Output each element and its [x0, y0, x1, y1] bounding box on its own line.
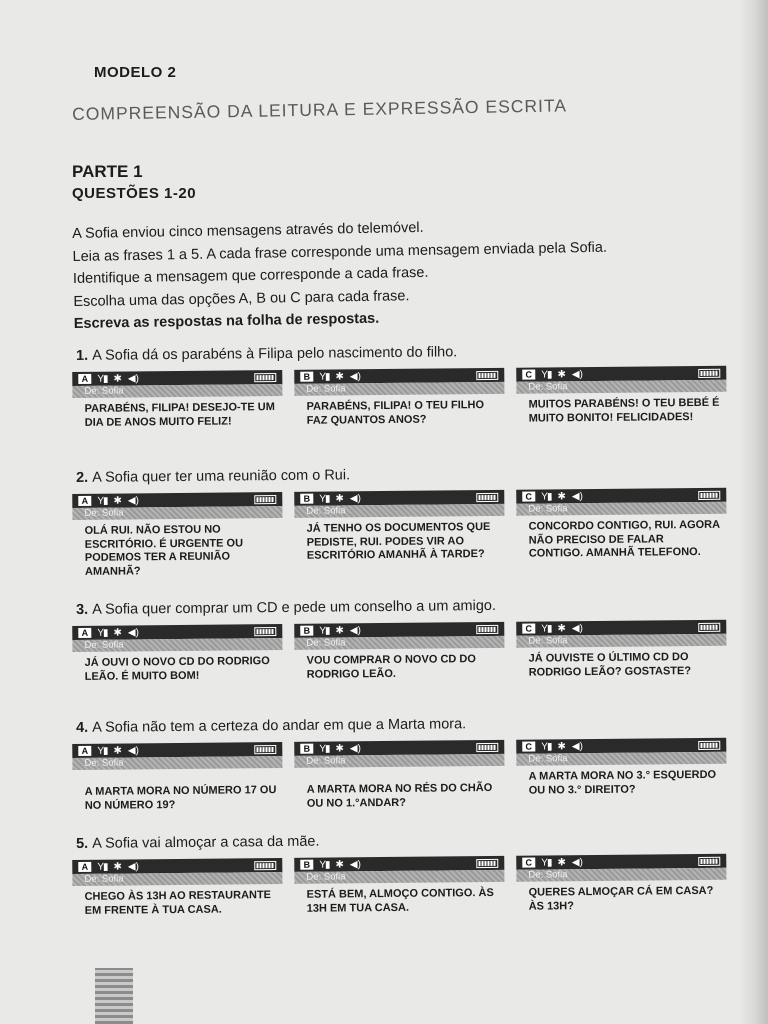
speaker-icon: ◀) — [349, 858, 361, 870]
sender-label: De: Sofia — [294, 636, 504, 650]
question-number: 1. — [75, 347, 89, 364]
question-number: 3. — [75, 601, 89, 618]
sender-label: De: Sofia — [516, 502, 726, 516]
option-a[interactable] — [72, 858, 283, 918]
question-5 — [72, 830, 743, 918]
signal-icon: Y▮ — [319, 493, 330, 505]
question-text: A Sofia dá os parabéns à Filipa pelo nascimento do filho. — [92, 344, 458, 364]
battery-icon — [476, 858, 498, 867]
battery-icon — [476, 492, 498, 501]
bluetooth-icon: ✱ — [335, 370, 344, 382]
option-b[interactable] — [294, 490, 505, 577]
sms-message: QUERES ALMOÇAR CÁ EM CASA? ÀS 13H? — [528, 884, 714, 913]
option-letter: C — [522, 742, 535, 752]
sms-message: OLÁ RUI. NÃO ESTOU NO ESCRITÓRIO. É URGENTE OU PODEMOS TER A REUNIÃO AMANHÃ? — [84, 523, 244, 578]
bluetooth-icon: ✱ — [335, 624, 344, 636]
signal-icon: Y▮ — [97, 627, 108, 639]
option-b[interactable] — [294, 368, 505, 428]
option-c[interactable] — [516, 488, 727, 575]
sender-label: De: Sofia — [516, 752, 726, 766]
questions-range: QUESTÕES 1-20 — [72, 185, 197, 202]
sender-label: De: Sofia — [294, 504, 504, 518]
option-a[interactable] — [72, 492, 283, 579]
signal-icon: Y▮ — [541, 622, 552, 634]
options-row — [72, 620, 743, 684]
battery-icon — [698, 490, 720, 499]
signal-icon: Y▮ — [541, 856, 552, 868]
sender-label: De: Sofia — [72, 384, 282, 398]
instructions — [72, 211, 764, 336]
signal-icon: Y▮ — [541, 368, 552, 380]
sender-label: De: Sofia — [294, 382, 504, 396]
option-c[interactable] — [516, 366, 727, 426]
speaker-icon: ◀) — [571, 368, 583, 380]
bluetooth-icon: ✱ — [113, 861, 122, 873]
option-letter: C — [522, 624, 535, 634]
battery-icon — [698, 368, 720, 377]
sms-message: VOU COMPRAR O NOVO CD DO RODRIGO LEÃO. — [306, 653, 476, 681]
instruction-line: Escolha uma das opções A, B ou C para cada frase. — [73, 287, 410, 310]
signal-icon: Y▮ — [97, 861, 108, 873]
speaker-icon: ◀) — [127, 626, 139, 638]
battery-icon — [698, 622, 720, 631]
signal-icon: Y▮ — [319, 371, 330, 383]
bluetooth-icon: ✱ — [113, 745, 122, 757]
battery-icon — [476, 624, 498, 633]
question-text: A Sofia quer ter uma reunião com o Rui. — [92, 467, 351, 486]
speaker-icon: ◀) — [571, 622, 583, 634]
option-letter: B — [300, 494, 313, 504]
question-title — [76, 596, 742, 622]
option-letter: A — [78, 628, 91, 638]
speaker-icon: ◀) — [127, 744, 139, 756]
sms-message: A MARTA MORA NO NÚMERO 17 OU NO NÚMERO 19? — [84, 784, 277, 812]
option-letter: B — [300, 860, 313, 870]
battery-icon — [254, 745, 276, 754]
bluetooth-icon: ✱ — [557, 490, 566, 502]
section-title: COMPREENSÃO DA LEITURA E EXPRESSÃO ESCRITA — [72, 95, 568, 124]
options-row — [72, 854, 743, 918]
option-a[interactable] — [72, 742, 283, 813]
question-4 — [72, 714, 743, 813]
question-1 — [72, 342, 743, 430]
option-c[interactable] — [516, 854, 727, 914]
options-row — [72, 738, 743, 813]
sender-label: De: Sofia — [72, 756, 282, 770]
sms-message: PARABÉNS, FILIPA! O TEU FILHO FAZ QUANTOS ANOS? — [306, 399, 485, 427]
speaker-icon: ◀) — [571, 490, 583, 502]
sender-label: De: Sofia — [72, 506, 282, 520]
bluetooth-icon: ✱ — [335, 858, 344, 870]
signal-icon: Y▮ — [319, 625, 330, 637]
bluetooth-icon: ✱ — [557, 740, 566, 752]
bluetooth-icon: ✱ — [335, 492, 344, 504]
question-title — [76, 714, 742, 740]
question-title — [76, 830, 742, 856]
option-c[interactable] — [516, 620, 727, 680]
signal-icon: Y▮ — [97, 745, 108, 757]
speaker-icon: ◀) — [349, 742, 361, 754]
option-b[interactable] — [294, 622, 505, 682]
battery-icon — [698, 856, 720, 865]
option-letter: B — [300, 626, 313, 636]
signal-icon: Y▮ — [319, 859, 330, 871]
signal-icon: Y▮ — [319, 743, 330, 755]
part-title: PARTE 1 — [72, 162, 143, 181]
option-letter: A — [78, 496, 91, 506]
sms-message: JÁ OUVISTE O ÚLTIMO CD DO RODRIGO LEÃO? GOSTASTE? — [528, 651, 692, 679]
sms-message: A MARTA MORA NO 3.° ESQUERDO OU NO 3.° DIREITO? — [528, 768, 717, 797]
sms-message: A MARTA MORA NO RÉS DO CHÃO OU NO 1.°ANDAR? — [306, 781, 493, 810]
sms-message: JÁ OUVI O NOVO CD DO RODRIGO LEÃO. É MUITO BOM! — [84, 655, 270, 683]
speaker-icon: ◀) — [127, 372, 139, 384]
battery-icon — [698, 740, 720, 749]
signal-icon: Y▮ — [97, 373, 108, 385]
sms-message: CHEGO ÀS 13H AO RESTAURANTE EM FRENTE À TUA CASA. — [84, 889, 272, 917]
bluetooth-icon: ✱ — [335, 742, 344, 754]
sms-message: CONCORDO CONTIGO, RUI. AGORA NÃO PRECISO DE FALAR CONTIGO. AMANHÃ TELEFONO. — [528, 518, 720, 560]
speaker-icon: ◀) — [349, 492, 361, 504]
bluetooth-icon: ✱ — [557, 622, 566, 634]
option-letter: A — [78, 746, 91, 756]
instruction-line-bold: Escreva as respostas na folha de respostas. — [73, 310, 380, 332]
option-letter: A — [78, 374, 91, 384]
speaker-icon: ◀) — [349, 624, 361, 636]
speaker-icon: ◀) — [127, 860, 139, 872]
question-title — [76, 464, 742, 490]
bluetooth-icon: ✱ — [113, 373, 122, 385]
speaker-icon: ◀) — [571, 856, 583, 868]
options-row — [72, 366, 743, 430]
option-letter: A — [78, 862, 91, 872]
option-letter: C — [522, 370, 535, 380]
sms-message: MUITOS PARABÉNS! O TEU BEBÉ É MUITO BONITO! FELICIDADES! — [528, 396, 720, 425]
option-a[interactable] — [72, 624, 283, 684]
model-label: MODELO 2 — [94, 64, 177, 81]
question-number: 4. — [75, 719, 89, 736]
option-b[interactable] — [294, 740, 505, 811]
battery-icon — [254, 627, 276, 636]
signal-icon: Y▮ — [541, 490, 552, 502]
speaker-icon: ◀) — [349, 370, 361, 382]
options-row — [72, 488, 743, 579]
sms-message: PARABÉNS, FILIPA! DESEJO-TE UM DIA DE ANOS MUITO FELIZ! — [84, 401, 275, 429]
signal-icon: Y▮ — [97, 495, 108, 507]
question-number: 2. — [75, 469, 89, 486]
question-text: A Sofia vai almoçar a casa da mãe. — [92, 833, 320, 852]
option-c[interactable] — [516, 738, 727, 809]
option-letter: B — [300, 372, 313, 382]
instruction-line: Identifique a mensagem que corresponde a cada frase. — [72, 264, 429, 287]
sender-label: De: Sofia — [516, 380, 726, 394]
sender-label: De: Sofia — [72, 638, 282, 652]
option-letter: B — [300, 744, 313, 754]
bluetooth-icon: ✱ — [557, 856, 566, 868]
instruction-line: Leia as frases 1 a 5. A cada frase corresponde uma mensagem enviada pela Sofia. — [72, 239, 608, 265]
bluetooth-icon: ✱ — [113, 627, 122, 639]
battery-icon — [254, 373, 276, 382]
question-text: A Sofia quer comprar um CD e pede um conselho a um amigo. — [92, 597, 497, 618]
page-fold-shadow — [738, 0, 768, 1024]
sender-label: De: Sofia — [72, 872, 282, 886]
instruction-line: A Sofia enviou cinco mensagens através do telemóvel. — [72, 219, 424, 242]
option-b[interactable] — [294, 856, 505, 916]
speaker-icon: ◀) — [127, 494, 139, 506]
battery-icon — [254, 495, 276, 504]
bluetooth-icon: ✱ — [113, 495, 122, 507]
battery-icon — [476, 370, 498, 379]
option-letter: C — [522, 492, 535, 502]
battery-icon — [254, 861, 276, 870]
question-text: A Sofia não tem a certeza do andar em que a Marta mora. — [92, 716, 467, 736]
question-title — [76, 342, 742, 368]
sms-message: JÁ TENHO OS DOCUMENTOS QUE PEDISTE, RUI. PODES VIR AO ESCRITÓRIO AMANHÃ À TARDE? — [306, 520, 491, 562]
sender-label: De: Sofia — [294, 870, 504, 884]
speaker-icon: ◀) — [571, 740, 583, 752]
option-letter: C — [522, 858, 535, 868]
question-3 — [72, 596, 743, 684]
question-number: 5. — [75, 835, 89, 852]
page-edge-tab — [95, 968, 133, 1024]
signal-icon: Y▮ — [541, 740, 552, 752]
sender-label: De: Sofia — [516, 868, 726, 882]
sender-label: De: Sofia — [294, 754, 504, 768]
question-2 — [72, 464, 743, 579]
sms-message: ESTÁ BEM, ALMOÇO CONTIGO. ÀS 13H EM TUA CASA. — [306, 886, 494, 915]
battery-icon — [476, 742, 498, 751]
option-a[interactable] — [72, 370, 283, 430]
bluetooth-icon: ✱ — [557, 368, 566, 380]
sender-label: De: Sofia — [516, 634, 726, 648]
